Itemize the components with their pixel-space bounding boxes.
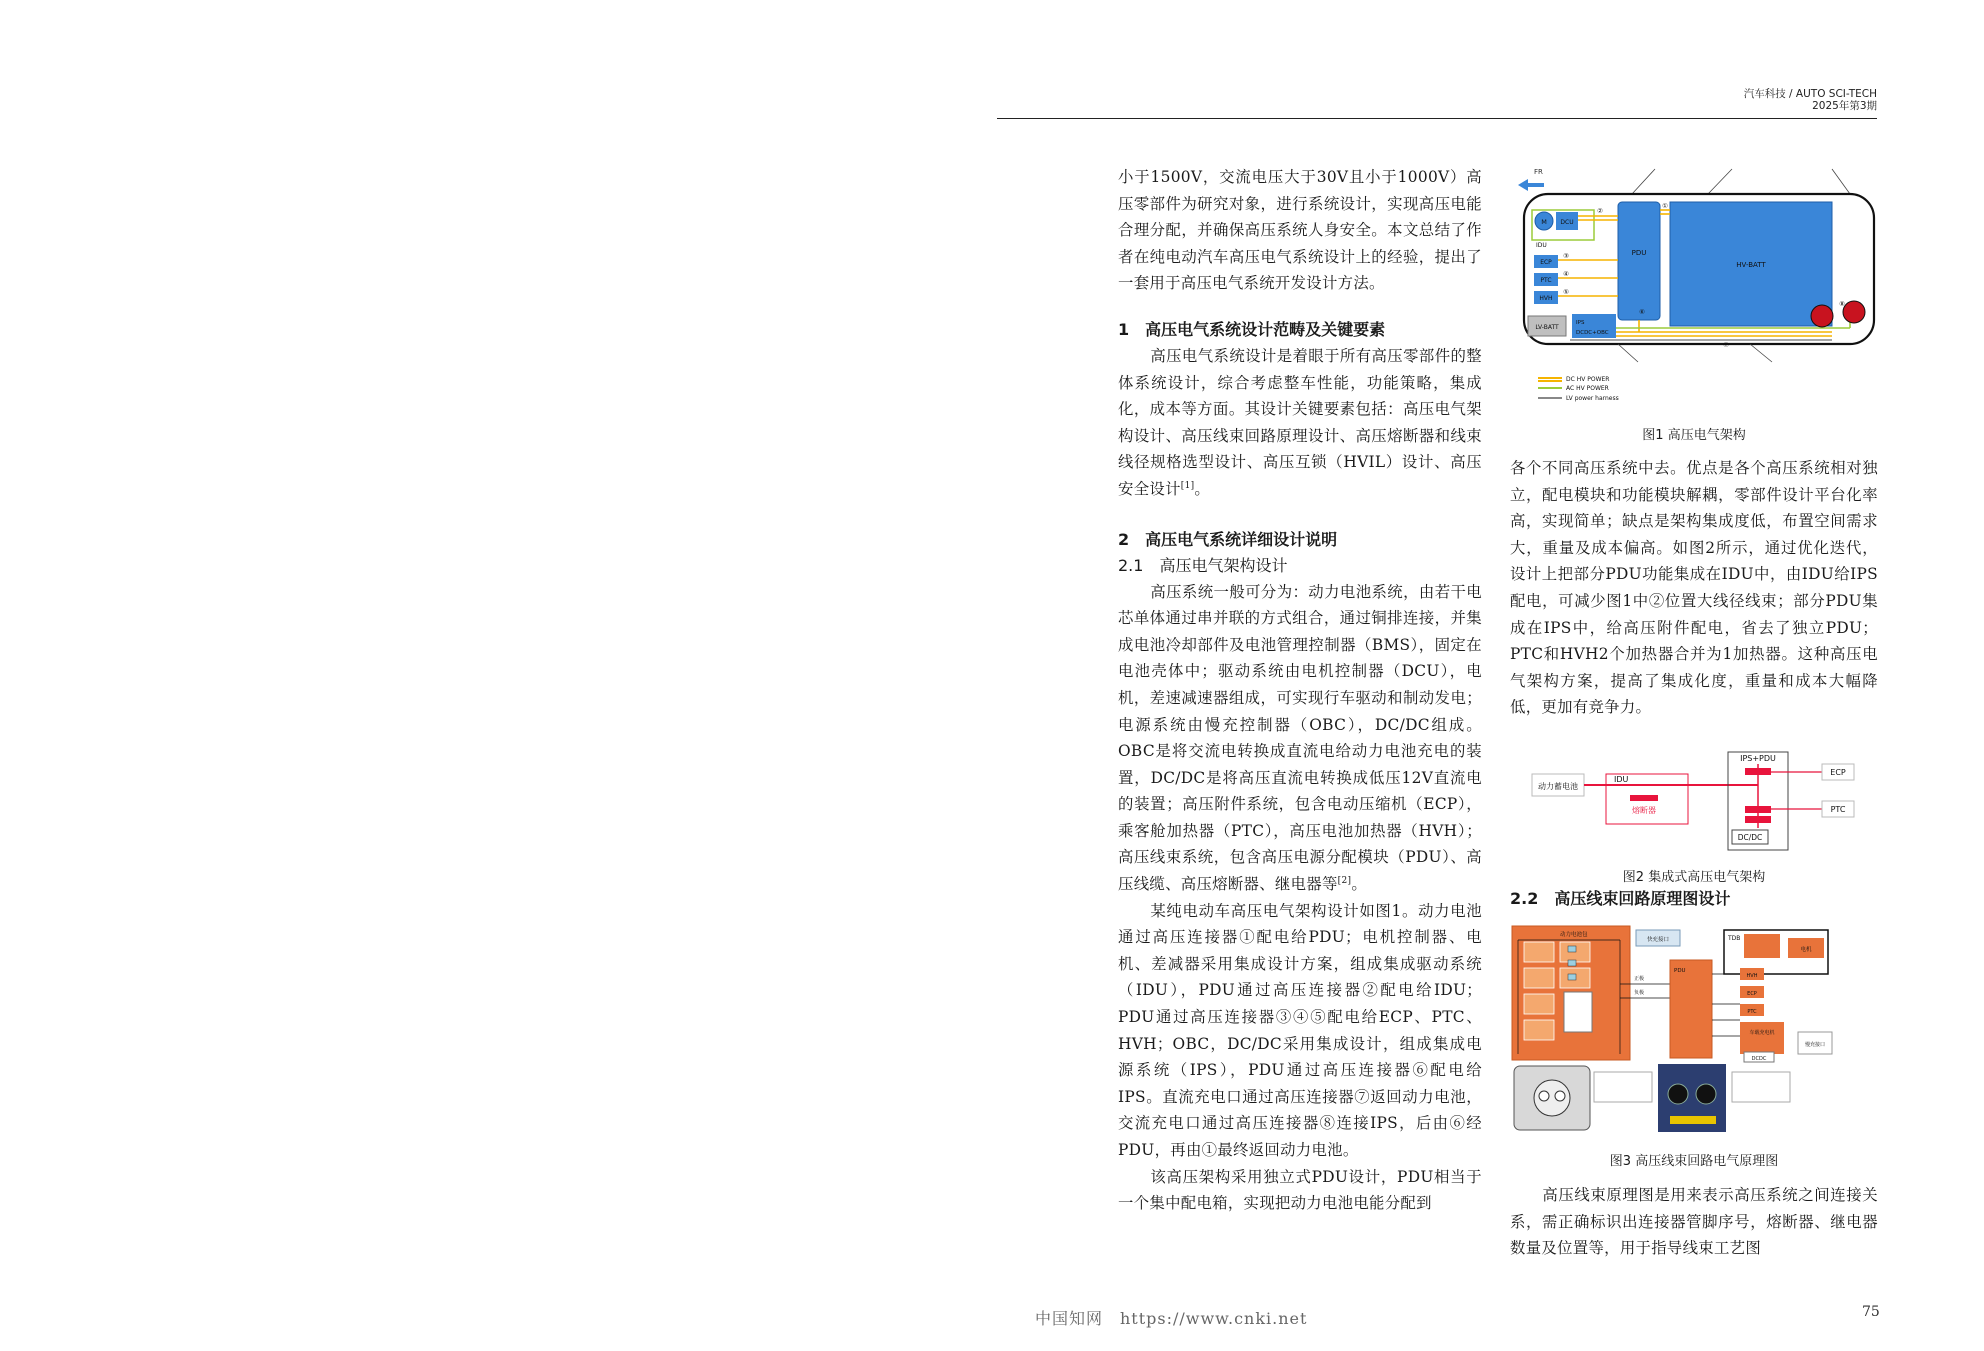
page-number: 75 [1862, 1304, 1880, 1320]
pdu-label: PDU [1631, 249, 1647, 257]
legend-lv: LV power harness [1566, 395, 1619, 402]
slow-charge-port: 慢充接口 [1804, 1042, 1826, 1048]
motor-label: M [1541, 218, 1547, 226]
figure-3-hv-harness-schematic [1510, 924, 1880, 1136]
ptc-label: PTC [1747, 1009, 1757, 1015]
section-1-heading: 1 高压电气系统设计范畴及关键要素 [1118, 319, 1386, 339]
connector-3: ③ [1563, 252, 1569, 260]
header-rule [997, 118, 1877, 119]
obc-label: 车载充电机 [1749, 1030, 1775, 1036]
section-2-heading: 2 高压电气系统详细设计说明 [1118, 529, 1338, 549]
ips-pdu-label: IPS+PDU [1740, 754, 1776, 763]
section-2-1-heading: 2.1 高压电气架构设计 [1118, 555, 1288, 575]
journal-name: 汽车科技 / AUTO SCI-TECH [1743, 88, 1877, 100]
hv-batt-label: HV-BATT [1736, 261, 1766, 269]
left-column [1118, 164, 1482, 1217]
lv-batt-label: LV-BATT [1535, 324, 1559, 331]
ips-label: IPS [1576, 320, 1585, 326]
dcdc-label: DC/DC [1737, 833, 1763, 842]
fr-arrow-icon [1518, 179, 1544, 191]
running-header [1744, 88, 1877, 112]
battery-pack-title: 动力电池包 [1560, 932, 1588, 938]
intro-paragraph-end: 小于1500V，交流电压大于30V且小于1000V）高压零部件为研究对象，进行系统设计，实现高压电能合理分配，并确保高压系统人身安全。本文总结了作者在纯电动汽车高压电气系统设计上的经验，提出了一套用于高压电气系统开发设计方法。 [1118, 168, 1482, 293]
hvh-label: HVH [1746, 973, 1758, 979]
tdb-label: TDB [1728, 935, 1741, 942]
fr-label: FR [1534, 168, 1543, 176]
section-2-1-paragraph-1: 高压系统一般可分为：动力电池系统，由若干电芯单体通过串并联的方式组合，通过铜排连接，并集成电池冷却部件及电池管理控制器（BMS），固定在电池壳体中；驱动系统由电机控制器（DCU），电机，差速减速器组成，可实现行车驱动和制动发电；电源系统由慢充控制器（OBC），DC/DC组成。OBC是将交流电转换成直流电给动力电池充电的装置，DC/DC是将高压直流电转换成低压12V直流电的装置；高压附件系统，包含电动压缩机（ECP），乘客舱加热器（PTC），高压电池加热器（HVH）；高压线束系统，包含高压电源分配模块（PDU）、高压线缆、高压熔断器、继电器等[2]。 [1118, 582, 1482, 894]
figure-1-caption: 图1 高压电气架构 [1642, 428, 1746, 443]
citation-1: [1] [1180, 480, 1195, 491]
battery-label: 动力蓄电池 [1538, 782, 1578, 791]
citation-2: [2] [1337, 875, 1352, 886]
figure-3-caption: 图3 高压线束回路电气原理图 [1609, 1154, 1779, 1169]
journal-issue: 2025年第3期 [1812, 100, 1877, 112]
ptc-label: PTC [1830, 805, 1846, 814]
right-column-text-1 [1510, 455, 1878, 721]
idu-label: IDU [1536, 242, 1547, 249]
fast-charge-port: 快充接口 [1646, 937, 1670, 943]
connector-2: ② [1597, 207, 1603, 215]
connector-4: ④ [1563, 270, 1569, 278]
ecp-label: ECP [1747, 991, 1757, 997]
cnki-watermark: 中国知网 https://www.cnki.net [1035, 1309, 1308, 1328]
connector-5: ⑤ [1563, 288, 1569, 296]
figure-1-hv-architecture [1510, 166, 1880, 406]
right-column-paragraph-1: 各个不同高压系统中去。优点是各个高压系统相对独立，配电模块和功能模块解耦，零部件设计平台化率高，实现简单；缺点是架构集成度低，布置空间需求大，重量及成本偏高。如图2所示，通过优化迭代，设计上把部分PDU功能集成在IDU中，由IDU给IPS配电，可减少图1中②位置大线径线束；部分PDU集成在IPS中，给高压附件配电，省去了独立PDU；PTC和HVH2个加热器合并为1加热器。这种高压电气架构方案，提高了集成化度，重量和成本大幅降低，更加有竞争力。 [1510, 459, 1878, 717]
idu-label: IDU [1614, 775, 1629, 784]
section-1-paragraph: 高压电气系统设计是着眼于所有高压零部件的整体系统设计，综合考虑整车性能，功能策略，集成化，成本等方面。其设计关键要素包括：高压电气架构设计、高压线束回路原理设计、高压熔断器和线束线径规格选型设计、高压互锁（HVIL）设计、高压安全设计[1]。 [1118, 346, 1482, 498]
figure-2-caption: 图2 集成式高压电气架构 [1622, 870, 1766, 885]
pdu-label: PDU [1674, 968, 1686, 974]
dcdc-label: DCDC [1751, 1056, 1767, 1062]
ips-sub-label: DCDC+OBC [1576, 330, 1609, 336]
connector-8: ⑧ [1839, 300, 1845, 308]
dcu-label: DCU [1560, 219, 1574, 226]
right-column-text-2 [1510, 1182, 1878, 1262]
hvh-label: HVH [1539, 295, 1553, 302]
connector-6: ⑥ [1639, 308, 1645, 316]
motor-label: 电机 [1800, 947, 1812, 953]
section-2-1-paragraph-2: 某纯电动车高压电气架构设计如图1。动力电池通过高压连接器①配电给PDU；电机控制器、电机、差减器采用集成设计方案，组成集成驱动系统（IDU），PDU通过高压连接器②配电给IDU；PDU通过高压连接器③④⑤配电给ECP、PTC、HVH；OBC，DC/DC采用集成设计，组成集成电源系统（IPS），PDU通过高压连接器⑥配电给IPS。直流充电口通过高压连接器⑦返回动力电池，交流充电口通过高压连接器⑧连接IPS，后由⑥经PDU，再由①最终返回动力电池。 [1118, 901, 1482, 1159]
connector-7: ⑦ [1723, 341, 1729, 349]
negative-label: 负极 [1634, 990, 1645, 996]
fuse-label: 熔断器 [1632, 806, 1656, 815]
legend-ac: AC HV POWER [1566, 385, 1609, 392]
ecp-label: ECP [1540, 259, 1552, 266]
section-2-2-heading: 2.2 高压线束回路原理图设计 [1510, 889, 1731, 908]
section-2-1-paragraph-3: 该高压架构采用独立式PDU设计，PDU相当于一个集中配电箱，实现把动力电池电能分配到 [1118, 1167, 1482, 1213]
figure-2-integrated-architecture [1530, 744, 1860, 854]
right-column-paragraph-2: 高压线束原理图是用来表示高压系统之间连接关系，需正确标识出连接器管脚序号，熔断器、继电器数量及位置等，用于指导线束工艺图 [1510, 1186, 1878, 1258]
ptc-label: PTC [1540, 277, 1552, 284]
ecp-label: ECP [1830, 768, 1846, 777]
connector-1: ① [1662, 202, 1668, 210]
positive-label: 正极 [1634, 976, 1645, 982]
legend-dc: DC HV POWER [1566, 376, 1610, 383]
